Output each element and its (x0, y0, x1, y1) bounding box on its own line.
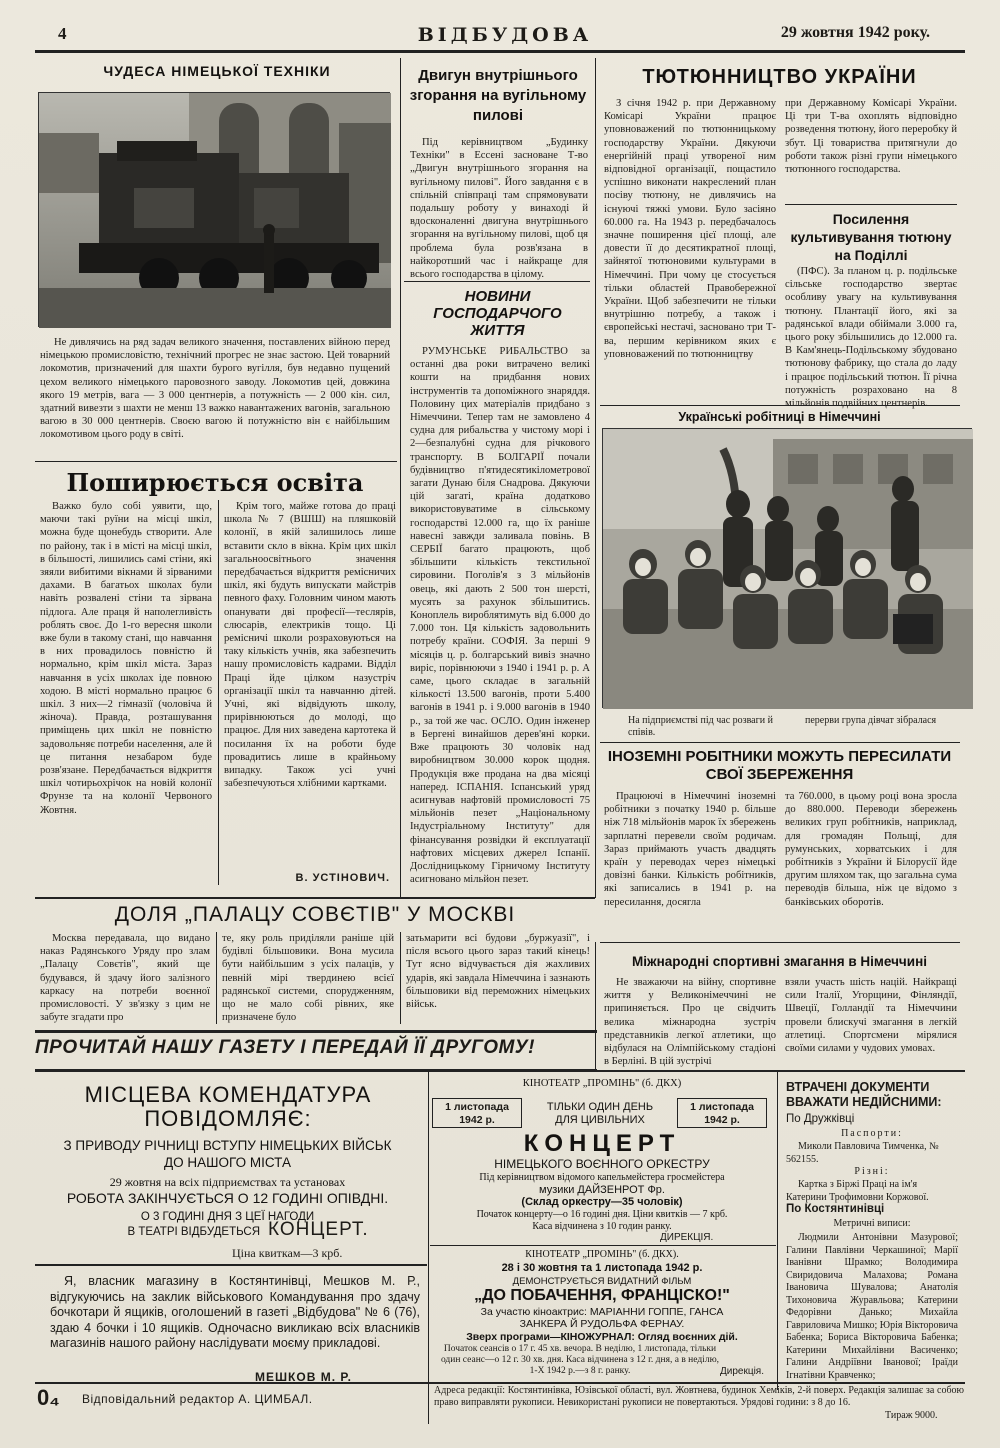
article-body: З січня 1942 р. при Державному Комісарі України працює уповноважений по тютюнницькому господарству України. Дякуючи енергійній праці утвореної ним відповідної організації, пощастило успішно виконати накреслений план посіву тютюну, не дивлячись на існуючі тяжкі умови. Було засіяно 60.000 га. На 1943 р. передбачалось значне поширення цієї площі, але довести її до десятикратної площі, зайнятої тютюновими культурами в Німеччині. При чому це стосується тільки областей Правобережної України. Щоб забезпечити не тільки внутрішню потребу, а також і європейські нестачі, засновано три Т-ва, першим керівником яких є уповноважений по тютюнництву (604, 98, 776, 360)
notice-line: В ТЕАТРІ ВІДБУДЕТЬСЯ (127, 1226, 260, 1238)
article-body: (ПФС). За планом ц. р. подільське сільське господарство звертає особливу увагу на культивування тютюну. Плантації його, які за радянської влади обіймали 3.000 га, цього року збільшились до 12.000 га. В Кам'янець-Подільському збудовано тютюнову фабрику, що стала до ладу і працює подільський тютюн. Її річна потужність розраховано на 8 мільйонів подвійних центнерів. (785, 266, 957, 410)
editor-line: Відповідальний редактор А. ЦИМБАЛ. (82, 1392, 313, 1406)
notice-price: Ціна квиткам—3 крб. (232, 1246, 343, 1260)
notice-title: ПОВІДОМЛЯЄ: (144, 1106, 312, 1131)
lost-docs-place: По Дружківці (786, 1113, 855, 1125)
locomotive-photo (38, 92, 390, 327)
notice-line: З ПРИВОДУ РІЧНИЦІ ВСТУПУ НІМЕЦЬКИХ ВІЙСЬК (63, 1138, 392, 1153)
meshkov-body: Я, власник магазину в Костянтинівці, Мешков М. Р., відгукуючись на заклик військового Командування про здачу бочкотари й ящиків, оголошений в газеті „Відбудова" № 6 (76), здаю 4 бочки і 10 ящиків. Одночасно викликаю всіх власників магазинів нашого району наслідувати моєму прикладові. (50, 1274, 420, 1350)
lost-docs-sub: Різні: (854, 1166, 890, 1177)
column-rule (216, 932, 217, 1024)
section-rule (600, 405, 960, 406)
column-rule (400, 932, 401, 1024)
cinema-line: ЗАНКЕРА Й РУДОЛЬФА ФЕРНАУ. (519, 1318, 685, 1330)
lost-docs-title: ВТРАЧЕНІ ДОКУМЕНТИ ВВАЖАТИ НЕДІЙСНИМИ: (786, 1080, 942, 1109)
date-line: 1 листопада (445, 1101, 509, 1113)
date-line: 1942 р. (704, 1114, 740, 1126)
cinema-dates: 28 і 30 жовтня та 1 листопада 1942 р. (501, 1262, 703, 1274)
article-title: Міжнародні спортивні змагання в Німеччині (632, 954, 927, 969)
notice-line: ДО НАШОГО МІСТА (164, 1155, 291, 1170)
column-rule (218, 500, 219, 885)
column-rule (400, 58, 401, 898)
column-rule (777, 1072, 778, 1390)
masthead: ВІДБУДОВА (417, 24, 593, 46)
header-rule (35, 50, 965, 53)
banner-slogan: ПРОЧИТАЙ НАШУ ГАЗЕТУ І ПЕРЕДАЙ ЇЇ ДРУГОМУ! (35, 1037, 535, 1058)
lost-docs-sub: Паспорти: (841, 1128, 903, 1139)
article-body-cont: взяли участь шість націй. Найкращі сили Італії, Угорщини, Фінляндії, Швеції, Голландії та Німеччини провели блискучі змагання в легкій атлетиці. Спортсмени мірялися своїми силами у чудових умовах. (785, 977, 957, 1055)
article-body-cont: Крім того, майже готова до праці школа № 7 (ВШШ) на пляшковій колонії, в якій залишилось лише вставити скло в вікна. Крім цих шкіл загальноосвітнього значення передбачається відкриття ремісничих шкіл, які будуть випускати майстрів певного фаху. Головним чином мають опанувати дві професії—теслярів, слюсарів, електриків тощо. Ці ремісничі школи розраховуються на таку кількість учнів, яка забезпечить нашу промисловість кадрами. Відділ Праці йде цілком назустріч організації шкіл та навчанню дітей. Учні, які відвідують школу, прирівнюються до молоді, що працює. Для них заведена картотека й посилання їх на роботи буде провадитись лише в крайньому випадку. Також усі учні забезпечуються хлібними картками. (224, 501, 396, 790)
date-box-right (677, 1098, 767, 1128)
section-rule (404, 281, 590, 282)
lost-docs-item: Людмили Антонівни Мазурової; Галини Павлівни Черкашиної; Марії Іванівни Шрамко; Володимира Свиридовича Малахова; Романа Івановича Шувалова; Анатолія Тихоновича Журавльова; Катерини Федорівни Данько; Михайла Гавриловича Мишко; Юрія Вікторовича Бабенка; Бориса Вікторовича Бабенка; Катерини Михайлівни Васиченко; Галини Андріївни Іванової; Іраїди Ігнатівни Кравченко; (786, 1232, 958, 1381)
section-rule (600, 742, 960, 743)
meshkov-signature: МЕШКОВ М. Р. (255, 1370, 352, 1384)
cinema-times: Початок сеансів о 17 г. 45 хв. вечора. В неділю, 1 листопада, тільки один сеанс—о 12 г. 30 хв. дня. Каса відчинена з 12 г. дня, а в неділю, 1-Х 1942 р.—з 8 г. ранку. (440, 1344, 720, 1376)
cinema-line: Зверх програми—КІНОЖУРНАЛ: Огляд воєнних дій. (466, 1331, 738, 1343)
article-body: Не зважаючи на війну, спортивне життя у Великонімеччині не припиняється. Про це свідчить велика міжнародна зустріч представників легкої атлетики, що відбулася на Олімпійському стадіоні в Берліні. В цій зустрічі (604, 977, 776, 1068)
cinema-title: КОНЦЕРТ (523, 1130, 681, 1157)
article-body: Під керівництвом „Будинку Техніки" в Ессені засноване Т-во „Двигун внутрішнього згорання на вугільному пилові". Його завдання є в спільній співпраці там спрямовувати подальшу роботу у винаході й вдосконаленні двигуна внутрішнього згорання на вугільному пилові, щоб ця проблема була розв'язана в найкоротший час і найкраще для всього господарства в цілому. (410, 137, 588, 281)
article-body: РУМУНСЬКЕ РИБАЛЬСТВО за останні два роки витрачено великі кошти на придбання нових інструментів та допоміжного знаряддя. Половину цих матеріалів придбано з Німеччини. Тепер там не замовлено 4 судна для рибальства у чистому морі і 2—безпалубні судна для річкового транспорту. В БОЛГАРІЇ почали будівництво п'ятидесятикілометрової загати Дунаю біля Снадрова. Дякуючи цій загаті, країна додатково використовуватиме в сільському господарстві 12.000 га, що їх раніше навесні завжди заливала повінь. В СЕРБІЇ багато працюють, щоб збільшити кількість текстильної сировини. Поголів'я з 3 мільйонів овець, які дають 2 500 тон шерсті, мусять за рахунок збільшитись. Коноплель вироблятимуть від 6.000 до 7.000 тон. Ця кількість задовольнить потребу країни. СОФІЯ. За перші 9 місяців ц. р. болгарський вивіз значно виріс, порівнюючи з 1940 і 1941 р. р. А саме, цього складає в загальній кількості 13.500 вагонів, проти 5.400 вагонів в 1941 р. і 9.000 вагонів в 1940 р., за той же час. ОСЛО. Один інженер в Бергені винайшов дерев'яні корки. Вже працюють 30 чоловік над виробництвом 30.000 корок щодня. Продукція вже продана на два місяці наперед. ІСПАНІЯ. Іспанський уряд асигнував нафтовій промисловості 75 мільйонів пезет „Національному Індустріальному Інституту" для фінансування розвідки й експлуатації нафтових місцевих джерел Іспанії. Дослідницькому Гірничому Інституту асигновано мільйон пезет. (410, 346, 590, 886)
page-number: 4 (58, 24, 67, 43)
notice-line: РОБОТА ЗАКІНЧУЄТЬСЯ О 12 ГОДИНІ ОПІВДНІ. (66, 1190, 389, 1206)
lost-docs-place: По Костянтинівці (786, 1203, 885, 1215)
workers-image (603, 429, 973, 709)
cinema-mid: ДЛЯ ЦИВІЛЬНИХ (555, 1114, 645, 1126)
lost-docs-item: Миколи Павловича Тимченка, № 562155. (786, 1141, 939, 1165)
article-body-cont: при Державному Комісарі України. Ці три Т-ва охоплять відповідно розведення тютюну, його переробку й збут. Ці товариства притягнули до роботи також різні групи німецького тютюнного господарства. (785, 98, 957, 176)
cinema-mid: ТІЛЬКИ ОДИН ДЕНЬ (546, 1101, 654, 1113)
banner-rule (35, 1030, 597, 1033)
article-body: Не дивлячись на ряд задач великого значення, поставлених війною перед німецькою промисловістю, технічний прогрес не знає застою. Цей товарний локомотив, призначений для шахти бурого вугілля, був недавно пущений цехом великого німецького паровозного заводу. Локомотив цей, довжина якого 19 метрів, вага — 3 000 центнерів, а потужність — 2 000 кін. сил, здатний вивезти з шахти не менш 13 важко навантажених вагонів, загальною вагою в 30 000 центнерів. Своєю вагою й потужністю він є найбільшим локомотивом цього роду в світі. (40, 337, 390, 441)
banner-rule (35, 1069, 597, 1072)
notice-line: 29 жовтня на всіх підприємствах та установах (109, 1175, 346, 1189)
cinema-line: За участю кіноактрис: МАРІАННИ ГОППЕ, ГАНСА (480, 1306, 724, 1318)
column-rule (595, 58, 596, 898)
lost-docs-item: Картка з Біржі Праці на ім'я Катерини Трофимовни Коржової. (786, 1179, 929, 1203)
workers-photo (602, 428, 972, 708)
cinema-line: НІМЕЦЬКОГО ВОЄННОГО ОРКЕСТРУ (494, 1157, 710, 1171)
footer-mark: 0₄ (37, 1385, 60, 1410)
section-rule (35, 1264, 427, 1266)
article-title: НОВИНИ ГОСПОДАРЧОГО ЖИТТЯ (433, 288, 562, 339)
cinema-line: ДЕМОНСТРУЄТЬСЯ ВИДАТНИЙ ФІЛЬМ (512, 1276, 692, 1287)
lost-docs-sub: Метричні виписи: (833, 1218, 911, 1229)
article-title: ЧУДЕСА НІМЕЦЬКОЇ ТЕХНІКИ (103, 63, 331, 79)
section-rule (430, 1245, 776, 1246)
section-rule (35, 461, 397, 462)
cinema-sign: Дирекція. (720, 1366, 764, 1377)
article-body: Важко було собі уявити, що, маючи такі руїни на місці шкіл, можна буде щонебудь створити. Але по району, так і в місті на місці шкіл, в більшості, лишились самі стіни, які зяяли вибитими вікнами й зірваними дахами. В багатьох школах були навіть розвалені стіни та зірвана підлога. Але праця й наполегливість роблять своє. До 1-го вересня школи вже були в такому стані, що навчання в них провадилось повністю й нормально, крім шкіл міста. Зараз навчання в усіх школах іде повною ходою. В місті нормально працює 6 шкіл. З них—2 гімназії (чоловіча й жіноча). Правда, розташування приміщень цих шкіл не повністю задовольняє потреби населення, але й це питання незабаром буде розв'язане. Передбачається відкриття шкіл чотирьохрічок на новій колонії Фрунзе та на колонії Червоного Жовтня. (40, 501, 212, 816)
author-signature: В. УСТІНОВИЧ. (295, 872, 390, 884)
footer-address: Адреса редакції: Костянтинівка, Юзівської області, вул. Жовтнева, будинок Хеміків, 2-й поверх. Редакція залишає за собою право виправляти рукописи. Невикористані рукописи не повертаються. Урядові години: з 8 до 16. (434, 1385, 964, 1408)
article-title: ДОЛЯ „ПАЛАЦУ СОВЄТІВ" У МОСКВІ (114, 903, 516, 926)
article-body: Працюючі в Німеччині іноземні робітники з початку 1940 р. більше ніж 718 мільйонів марок їх збережень зарплатні перевели своїм родичам. Зараз приймають участь двадцять країн у переводах через німецькі довізні банки. Кількість робітників, які записались в 1941 р. на пересилання, досягла (604, 791, 776, 908)
notice-line: О 3 ГОДИНІ ДНЯ З ЦЕЇ НАГОДИ (140, 1211, 315, 1223)
article-title: Двигун внутрішнього згорання на вугільному пилові (409, 67, 587, 124)
cinema-line: Початок концерту—о 16 годині дня. Ціни квитків — 7 крб. (476, 1209, 728, 1220)
article-body: Москва передавала, що видано наказ Радянського Уряду про злам „Палацу Совєтів", який ще будувався, й здачу його залізного каркасу на потреби воєнної промисловості. У зв'язку з цим не забуте згадати про (40, 933, 210, 1024)
article-title: Поширюється освіта (66, 468, 364, 497)
date-line: 1942 р. (459, 1114, 495, 1126)
column-rule (428, 1072, 429, 1390)
footer-rule (35, 1382, 965, 1384)
column-rule (595, 942, 596, 1070)
cinema-line: Каса відчинена з 10 годин ранку. (532, 1221, 672, 1232)
article-title: ТЮТЮННИЦТВО УКРАЇНИ (642, 66, 917, 88)
notice-title: МІСЦЕВА КОМЕНДАТУРА (84, 1082, 372, 1107)
photo-caption: перерви група дівчат зібралася (805, 715, 937, 726)
article-body-cont: затьмарити всі будови „буржуазії", і після всього цього зараз такий кінець! Тут ясно відчувається дія жахливих ударів, які завдала Німеччина і зазнають більшовики від переможних німецьких військ. (406, 933, 590, 1011)
section-rule (785, 204, 957, 205)
footer-tirage: Тираж 9000. (885, 1410, 938, 1421)
cinema-sign: ДИРЕКЦІЯ. (660, 1232, 714, 1243)
notice-concert: КОНЦЕРТ. (268, 1219, 369, 1240)
article-title: ІНОЗЕМНІ РОБІТНИКИ МОЖУТЬ ПЕРЕСИЛАТИ СВОЇ ЗБЕРЕЖЕННЯ (607, 748, 952, 783)
cinema-line: Під керівництвом відомого капельмейстера гросмейстера (479, 1172, 725, 1183)
photo-title: Українські робітниці в Німеччині (678, 410, 881, 424)
locomotive-image (39, 93, 391, 328)
date-line: 1 листопада (690, 1101, 754, 1113)
article-title: Посилення культивування тютюну на Поділлі (790, 211, 952, 263)
cinema-line: (Склад оркестру—35 чоловік) (521, 1196, 683, 1208)
issue-date: 29 жовтня 1942 року. (780, 24, 930, 41)
cinema-header: КІНОТЕАТР „ПРОМІНЬ" (б. ДКХ). (525, 1249, 679, 1260)
section-rule (597, 1070, 965, 1072)
section-rule (600, 942, 960, 943)
photo-caption: На підприємстві під час розваги й співів. (628, 715, 773, 738)
column-rule (428, 1384, 429, 1424)
date-box-left (432, 1098, 522, 1128)
section-rule (35, 897, 595, 899)
article-body-cont: те, яку роль приділяли раніше цій будівлі більшовики. Вона мусила бути найбільшим з усіх палаців, у певній мірі твердинею всієї радянської системи, спорудженням, що не мало собі рівних, яке призначене було (222, 933, 394, 1024)
article-body-cont: та 760.000, в цьому році вона зросла до 880.000. Переводи збережень великих груп робітників, наприклад, для громадян Польщі, для румунських, хорватських і для робітників з України й Білорусії йде другим шляхом так, що загальна сума переводів більша, ніж це відомо з банківських оборотів. (785, 791, 957, 908)
cinema-header: КІНОТЕАТР „ПРОМІНЬ" (б. ДКХ) (522, 1078, 682, 1089)
cinema-line: музики ДАЙЗЕНРОТ Фр. (539, 1184, 665, 1196)
cinema-film: „ДО ПОБАЧЕННЯ, ФРАНЦІСКО!" (474, 1287, 730, 1304)
